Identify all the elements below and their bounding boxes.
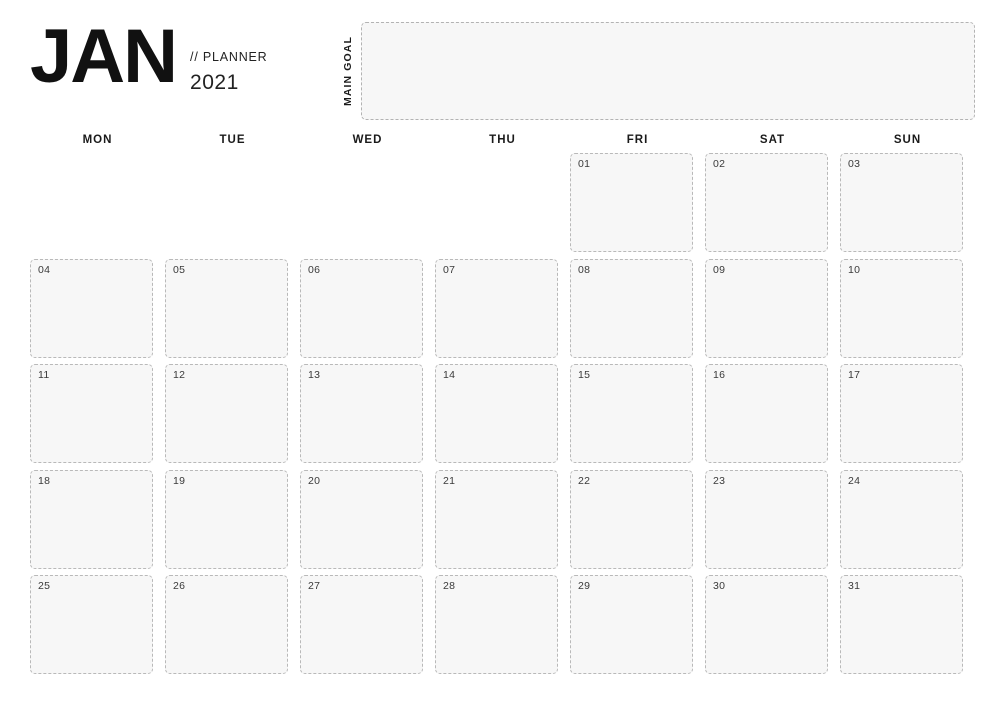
- day-cell[interactable]: [435, 259, 570, 365]
- day-cell[interactable]: [300, 364, 435, 470]
- day-cell-inner[interactable]: [705, 575, 828, 674]
- day-number: 16: [713, 369, 726, 381]
- day-cell-inner[interactable]: [435, 259, 558, 358]
- weekday-header-row: [30, 134, 975, 146]
- day-cell[interactable]: [165, 470, 300, 576]
- day-cell[interactable]: [840, 470, 975, 576]
- planner-label: // PLANNER: [190, 50, 268, 64]
- day-cell-inner[interactable]: [570, 470, 693, 569]
- weekday-sat: SAT: [759, 134, 786, 146]
- day-cell[interactable]: [435, 470, 570, 576]
- day-number: 21: [443, 474, 456, 487]
- day-cell[interactable]: [840, 259, 975, 365]
- day-cell-inner: [435, 153, 558, 252]
- day-number: 23: [713, 474, 726, 487]
- day-cell[interactable]: [165, 259, 300, 365]
- day-cell-inner: [30, 153, 153, 252]
- day-cell-inner[interactable]: [165, 575, 288, 674]
- day-number: 22: [578, 474, 591, 487]
- day-number: 14: [443, 369, 456, 381]
- day-cell-inner[interactable]: [705, 470, 828, 569]
- day-number: 01: [578, 158, 591, 170]
- day-cell[interactable]: [435, 575, 570, 681]
- weekday-fri: FRI: [626, 134, 649, 146]
- day-cell-inner[interactable]: [435, 470, 558, 569]
- day-cell-inner[interactable]: [30, 259, 153, 358]
- day-cell-inner[interactable]: [840, 364, 963, 463]
- day-cell-inner[interactable]: [840, 575, 963, 674]
- day-cell-inner[interactable]: [840, 153, 963, 252]
- day-number: 05: [173, 263, 186, 276]
- weekday-wed: WED: [352, 134, 383, 146]
- day-number: 24: [848, 474, 861, 487]
- day-cell[interactable]: [570, 470, 705, 576]
- day-cell: [165, 153, 300, 259]
- day-cell-inner[interactable]: [165, 364, 288, 463]
- day-cell[interactable]: [705, 575, 840, 681]
- weekday-sun: SUN: [893, 134, 922, 146]
- day-number: 17: [848, 369, 861, 381]
- day-cell-inner[interactable]: [570, 259, 693, 358]
- day-cell[interactable]: [840, 575, 975, 681]
- day-cell[interactable]: [705, 153, 840, 259]
- day-number: 28: [443, 580, 456, 592]
- main-goal-section: [335, 22, 975, 120]
- main-goal-input[interactable]: [361, 22, 975, 120]
- calendar-week-row: [30, 364, 975, 470]
- day-number: 11: [38, 369, 50, 381]
- weekday-thu: THU: [489, 134, 516, 146]
- day-cell-inner[interactable]: [435, 364, 558, 463]
- calendar-week-row: [30, 259, 975, 365]
- main-goal-label-column: [335, 22, 361, 120]
- day-number: 19: [173, 474, 186, 487]
- day-cell[interactable]: [30, 575, 165, 681]
- day-cell-inner[interactable]: [840, 259, 963, 358]
- day-cell-inner: [300, 153, 423, 252]
- day-cell-inner[interactable]: [570, 153, 693, 252]
- day-number: 12: [173, 369, 186, 381]
- title-block: [30, 14, 268, 99]
- day-cell-inner[interactable]: [165, 259, 288, 358]
- day-cell[interactable]: [300, 259, 435, 365]
- page-title: JAN: [30, 14, 177, 99]
- day-cell-inner[interactable]: [300, 575, 423, 674]
- day-cell[interactable]: [570, 153, 705, 259]
- day-cell: [435, 153, 570, 259]
- year-label: 2021: [190, 71, 239, 94]
- day-number: 13: [308, 369, 321, 381]
- day-cell-inner: [165, 153, 288, 252]
- day-cell-inner[interactable]: [300, 364, 423, 463]
- day-number: 29: [578, 580, 591, 592]
- day-cell-inner[interactable]: [705, 364, 828, 463]
- day-cell[interactable]: [570, 259, 705, 365]
- calendar-week-row: [30, 153, 975, 259]
- day-cell-inner[interactable]: [705, 259, 828, 358]
- day-number: 03: [848, 158, 861, 170]
- day-number: 25: [38, 580, 51, 592]
- day-number: 09: [713, 263, 726, 276]
- day-cell[interactable]: [705, 259, 840, 365]
- calendar-week-row: [30, 575, 975, 681]
- main-goal-label: MAIN GOAL: [342, 36, 355, 106]
- day-cell[interactable]: [705, 364, 840, 470]
- day-number: 15: [578, 369, 591, 381]
- day-number: 20: [308, 474, 321, 487]
- day-cell[interactable]: [840, 364, 975, 470]
- day-number: 27: [308, 580, 321, 592]
- day-cell[interactable]: [300, 470, 435, 576]
- calendar-grid: [30, 153, 975, 681]
- day-number: 26: [173, 580, 186, 592]
- day-cell-inner[interactable]: [30, 575, 153, 674]
- day-cell: [300, 153, 435, 259]
- day-cell[interactable]: [435, 364, 570, 470]
- day-cell[interactable]: [570, 364, 705, 470]
- day-cell[interactable]: [570, 575, 705, 681]
- day-cell-inner[interactable]: [570, 364, 693, 463]
- day-number: 02: [713, 158, 726, 170]
- day-number: 10: [848, 263, 861, 276]
- day-number: 08: [578, 263, 591, 276]
- day-number: 30: [713, 580, 726, 592]
- day-cell[interactable]: [840, 153, 975, 259]
- title-meta: [190, 22, 267, 95]
- day-number: 31: [848, 580, 861, 592]
- day-cell-inner[interactable]: [30, 470, 153, 569]
- planner-header: [30, 14, 975, 122]
- weekday-mon: MON: [82, 134, 113, 146]
- day-cell[interactable]: [705, 470, 840, 576]
- day-cell[interactable]: [30, 259, 165, 365]
- day-cell-inner[interactable]: [570, 575, 693, 674]
- day-cell[interactable]: [165, 364, 300, 470]
- day-cell-inner[interactable]: [30, 364, 153, 463]
- day-cell[interactable]: [165, 575, 300, 681]
- day-number: 06: [308, 263, 321, 276]
- day-cell[interactable]: [30, 364, 165, 470]
- calendar-week-row: [30, 470, 975, 576]
- day-cell-inner[interactable]: [435, 575, 558, 674]
- weekday-tue: TUE: [219, 134, 246, 146]
- day-cell-inner[interactable]: [705, 153, 828, 252]
- day-cell-inner[interactable]: [300, 470, 423, 569]
- day-cell-inner[interactable]: [840, 470, 963, 569]
- day-cell: [30, 153, 165, 259]
- day-number: 07: [443, 263, 456, 276]
- day-number: 04: [38, 263, 51, 276]
- day-cell[interactable]: [300, 575, 435, 681]
- day-cell-inner[interactable]: [165, 470, 288, 569]
- day-number: 18: [38, 474, 51, 487]
- day-cell[interactable]: [30, 470, 165, 576]
- day-cell-inner[interactable]: [300, 259, 423, 358]
